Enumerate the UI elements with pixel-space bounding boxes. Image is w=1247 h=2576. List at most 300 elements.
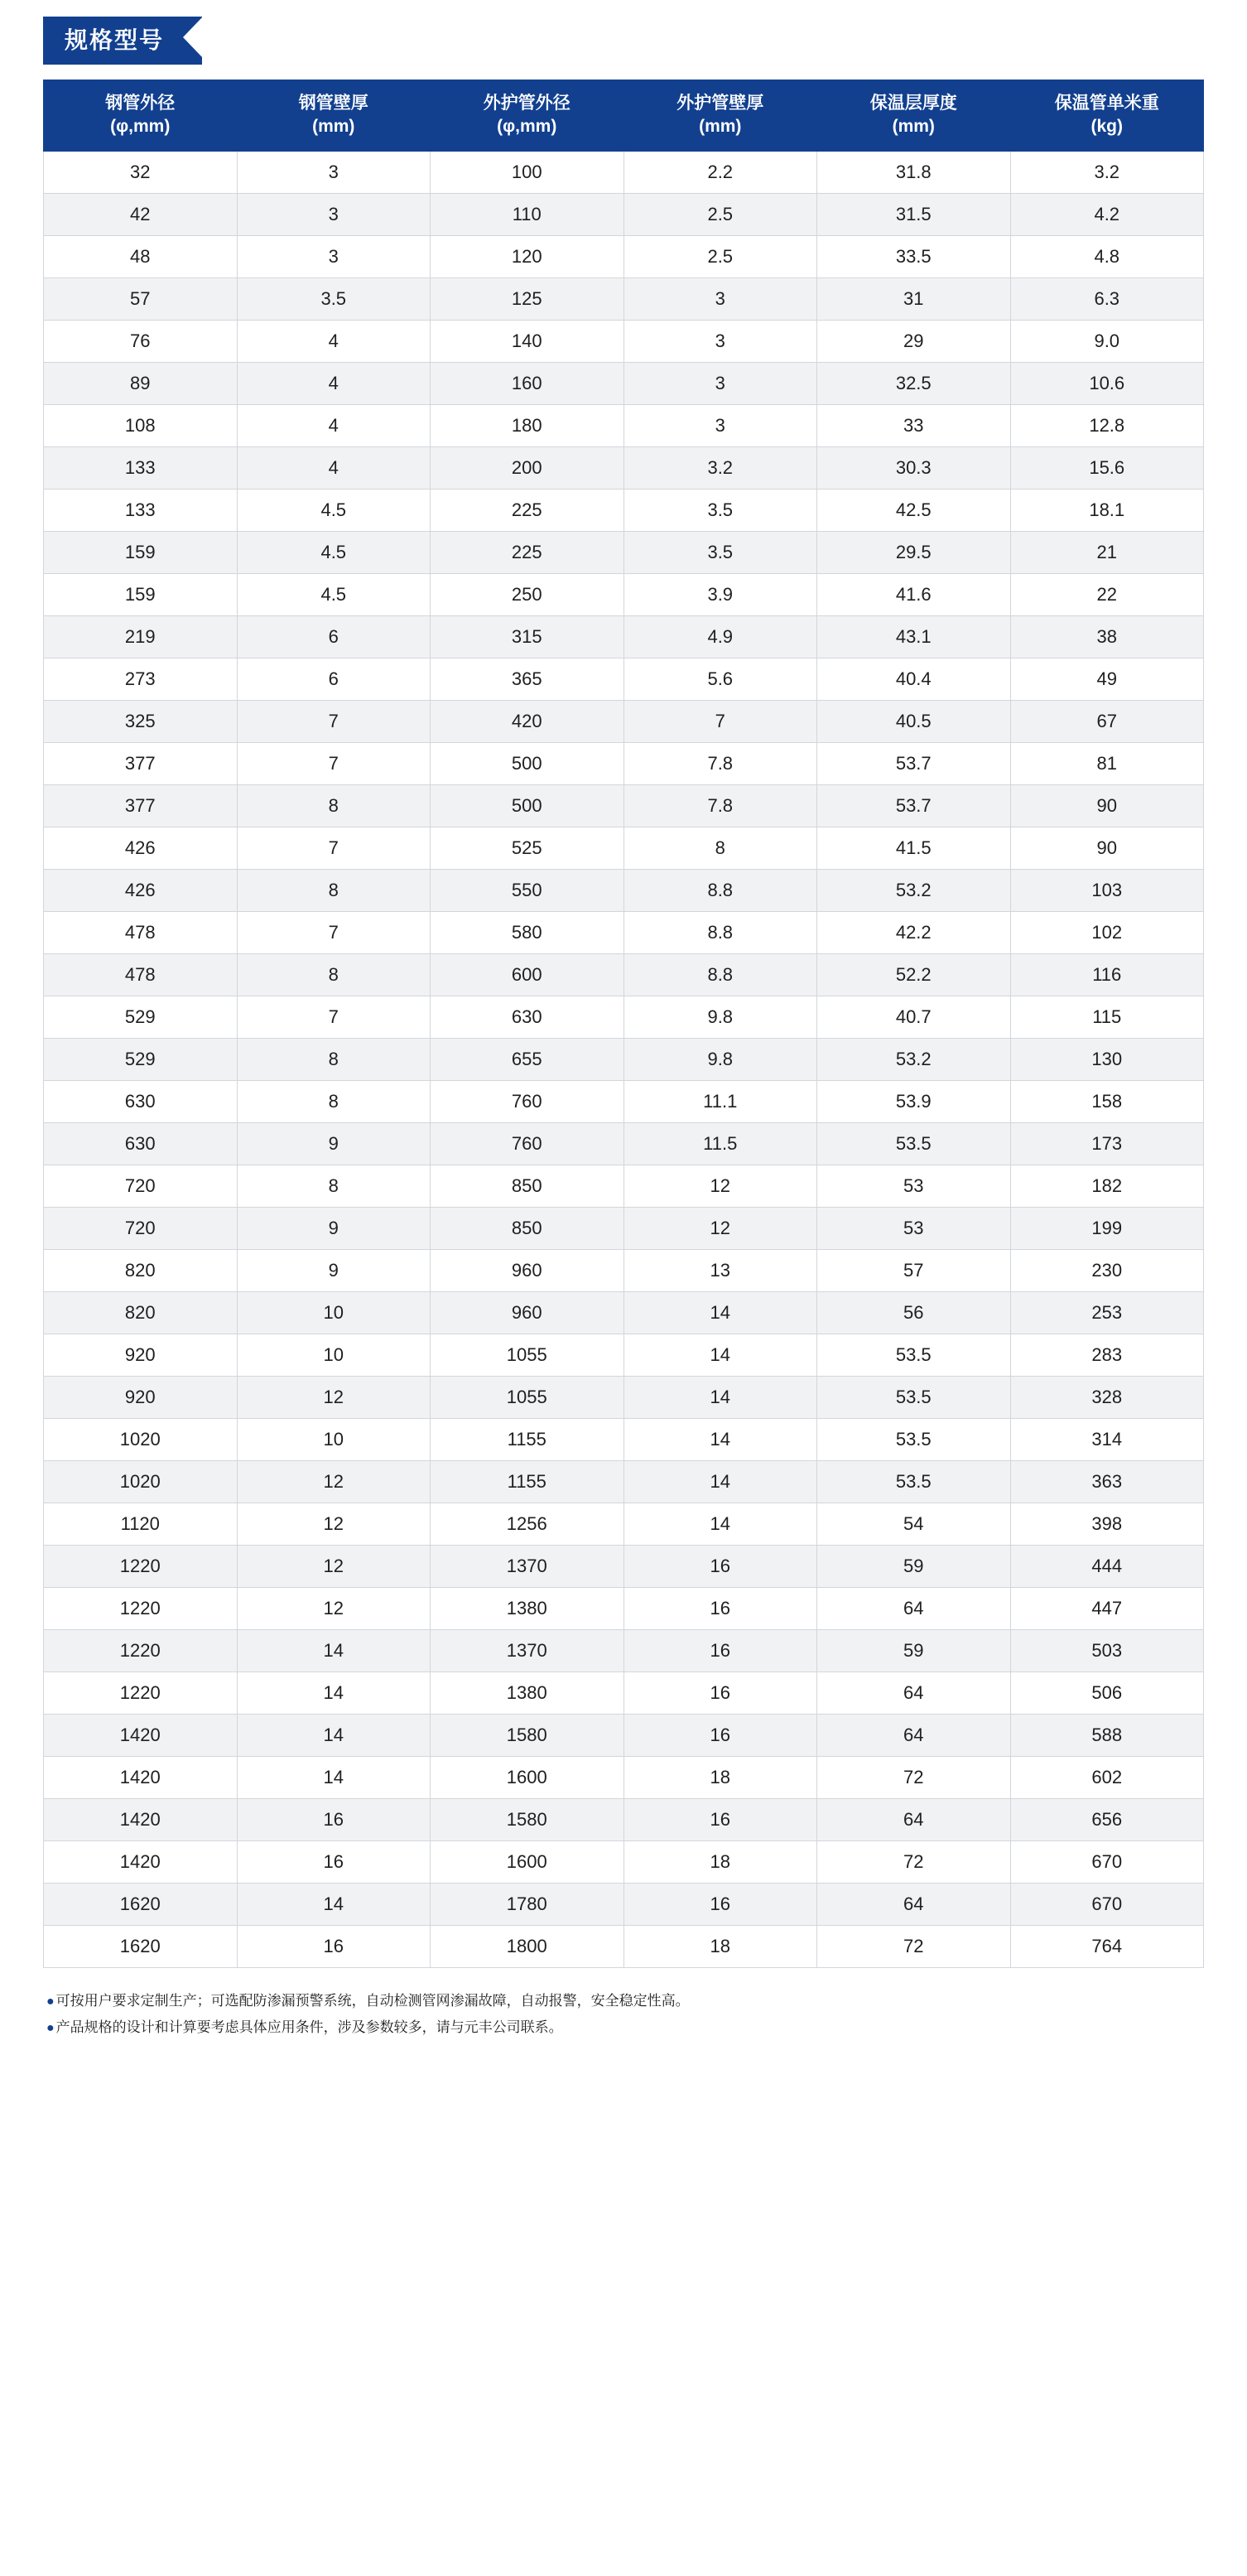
table-row (44, 404, 1204, 446)
cell-insulation-thickness: 40.4 (817, 658, 1011, 700)
table-row (44, 573, 1204, 615)
cell-casing-wall: 2.5 (624, 193, 817, 235)
cell-casing-od: 110 (431, 193, 624, 235)
cell-casing-wall: 7.8 (624, 784, 817, 827)
cell-steel-pipe-wall: 6 (237, 615, 431, 658)
cell-weight-per-meter: 90 (1010, 827, 1204, 869)
cell-steel-pipe-od: 89 (44, 362, 238, 404)
cell-steel-pipe-od: 1420 (44, 1840, 238, 1883)
cell-casing-od: 550 (431, 869, 624, 911)
bullet-icon: ● (46, 1994, 55, 2009)
cell-casing-od: 420 (431, 700, 624, 742)
cell-casing-wall: 7.8 (624, 742, 817, 784)
cell-steel-pipe-od: 1020 (44, 1460, 238, 1503)
cell-steel-pipe-od: 32 (44, 151, 238, 193)
table-row (44, 827, 1204, 869)
cell-weight-per-meter: 314 (1010, 1418, 1204, 1460)
cell-casing-od: 760 (431, 1080, 624, 1122)
cell-weight-per-meter: 158 (1010, 1080, 1204, 1122)
cell-steel-pipe-od: 1020 (44, 1418, 238, 1460)
cell-steel-pipe-od: 133 (44, 489, 238, 531)
cell-casing-od: 850 (431, 1165, 624, 1207)
cell-weight-per-meter: 6.3 (1010, 277, 1204, 320)
cell-insulation-thickness: 53 (817, 1207, 1011, 1249)
cell-steel-pipe-wall: 3 (237, 151, 431, 193)
cell-steel-pipe-wall: 12 (237, 1587, 431, 1629)
cell-weight-per-meter: 102 (1010, 911, 1204, 953)
table-row (44, 784, 1204, 827)
cell-insulation-thickness: 33.5 (817, 235, 1011, 277)
cell-casing-od: 500 (431, 784, 624, 827)
table-row (44, 1291, 1204, 1334)
table-row (44, 1249, 1204, 1291)
cell-weight-per-meter: 444 (1010, 1545, 1204, 1587)
cell-insulation-thickness: 42.5 (817, 489, 1011, 531)
cell-weight-per-meter: 656 (1010, 1798, 1204, 1840)
table-head (44, 80, 1204, 152)
cell-insulation-thickness: 53.2 (817, 869, 1011, 911)
cell-insulation-thickness: 56 (817, 1291, 1011, 1334)
table-row (44, 615, 1204, 658)
notes-block (43, 1968, 1204, 2063)
cell-insulation-thickness: 43.1 (817, 615, 1011, 658)
cell-steel-pipe-od: 720 (44, 1165, 238, 1207)
cell-casing-wall: 3 (624, 320, 817, 362)
cell-weight-per-meter: 81 (1010, 742, 1204, 784)
cell-weight-per-meter: 199 (1010, 1207, 1204, 1249)
table-row (44, 1460, 1204, 1503)
cell-steel-pipe-wall: 14 (237, 1714, 431, 1756)
page-title: 规格型号 (43, 17, 202, 65)
cell-casing-od: 600 (431, 953, 624, 996)
cell-insulation-thickness: 72 (817, 1756, 1011, 1798)
cell-weight-per-meter: 49 (1010, 658, 1204, 700)
cell-weight-per-meter: 22 (1010, 573, 1204, 615)
table-row (44, 446, 1204, 489)
cell-weight-per-meter: 230 (1010, 1249, 1204, 1291)
cell-steel-pipe-od: 159 (44, 573, 238, 615)
cell-casing-od: 630 (431, 996, 624, 1038)
table-body (44, 151, 1204, 1967)
cell-steel-pipe-wall: 4.5 (237, 489, 431, 531)
table-row (44, 911, 1204, 953)
cell-casing-od: 200 (431, 446, 624, 489)
table-row (44, 1503, 1204, 1545)
cell-steel-pipe-od: 820 (44, 1291, 238, 1334)
cell-weight-per-meter: 18.1 (1010, 489, 1204, 531)
cell-casing-od: 1580 (431, 1714, 624, 1756)
cell-steel-pipe-od: 1420 (44, 1714, 238, 1756)
cell-insulation-thickness: 40.7 (817, 996, 1011, 1038)
cell-weight-per-meter: 398 (1010, 1503, 1204, 1545)
cell-casing-od: 960 (431, 1249, 624, 1291)
cell-weight-per-meter: 10.6 (1010, 362, 1204, 404)
cell-casing-od: 1256 (431, 1503, 624, 1545)
cell-casing-wall: 12 (624, 1207, 817, 1249)
cell-insulation-thickness: 53.5 (817, 1460, 1011, 1503)
cell-insulation-thickness: 53.5 (817, 1376, 1011, 1418)
table-row (44, 1334, 1204, 1376)
cell-casing-wall: 4.9 (624, 615, 817, 658)
cell-insulation-thickness: 53.5 (817, 1418, 1011, 1460)
cell-casing-wall: 18 (624, 1756, 817, 1798)
cell-steel-pipe-wall: 4.5 (237, 531, 431, 573)
table-row (44, 996, 1204, 1038)
table-row (44, 1925, 1204, 1967)
cell-weight-per-meter: 363 (1010, 1460, 1204, 1503)
cell-casing-od: 1780 (431, 1883, 624, 1925)
cell-steel-pipe-wall: 14 (237, 1629, 431, 1672)
cell-steel-pipe-wall: 7 (237, 827, 431, 869)
cell-weight-per-meter: 21 (1010, 531, 1204, 573)
table-row (44, 1122, 1204, 1165)
cell-casing-wall: 2.2 (624, 151, 817, 193)
cell-weight-per-meter: 116 (1010, 953, 1204, 996)
cell-insulation-thickness: 41.6 (817, 573, 1011, 615)
cell-steel-pipe-od: 529 (44, 1038, 238, 1080)
table-row (44, 1629, 1204, 1672)
cell-weight-per-meter: 115 (1010, 996, 1204, 1038)
cell-steel-pipe-wall: 12 (237, 1460, 431, 1503)
table-row (44, 1165, 1204, 1207)
cell-insulation-thickness: 72 (817, 1840, 1011, 1883)
cell-casing-od: 760 (431, 1122, 624, 1165)
cell-casing-wall: 14 (624, 1418, 817, 1460)
cell-insulation-thickness: 53 (817, 1165, 1011, 1207)
table-row (44, 742, 1204, 784)
cell-weight-per-meter: 130 (1010, 1038, 1204, 1080)
table-row (44, 1207, 1204, 1249)
column-header-casing-od: 外护管外径 (φ,mm) (431, 80, 624, 152)
cell-steel-pipe-wall: 4 (237, 320, 431, 362)
cell-casing-wall: 14 (624, 1376, 817, 1418)
cell-casing-wall: 9.8 (624, 996, 817, 1038)
cell-casing-wall: 3.9 (624, 573, 817, 615)
cell-insulation-thickness: 57 (817, 1249, 1011, 1291)
cell-steel-pipe-od: 76 (44, 320, 238, 362)
cell-casing-wall: 18 (624, 1840, 817, 1883)
column-header-weight-per-meter: 保温管单米重 (kg) (1010, 80, 1204, 152)
cell-insulation-thickness: 53.7 (817, 742, 1011, 784)
table-row (44, 953, 1204, 996)
cell-casing-od: 1055 (431, 1334, 624, 1376)
cell-casing-od: 850 (431, 1207, 624, 1249)
cell-steel-pipe-wall: 14 (237, 1756, 431, 1798)
cell-steel-pipe-od: 630 (44, 1080, 238, 1122)
cell-steel-pipe-wall: 6 (237, 658, 431, 700)
cell-casing-wall: 14 (624, 1291, 817, 1334)
cell-casing-od: 180 (431, 404, 624, 446)
cell-weight-per-meter: 588 (1010, 1714, 1204, 1756)
cell-steel-pipe-od: 219 (44, 615, 238, 658)
cell-steel-pipe-od: 377 (44, 742, 238, 784)
cell-casing-wall: 16 (624, 1714, 817, 1756)
cell-steel-pipe-od: 920 (44, 1334, 238, 1376)
cell-steel-pipe-wall: 10 (237, 1334, 431, 1376)
cell-casing-wall: 7 (624, 700, 817, 742)
cell-steel-pipe-od: 42 (44, 193, 238, 235)
cell-steel-pipe-od: 1420 (44, 1756, 238, 1798)
specification-table (43, 80, 1204, 1968)
column-header-insulation-thickness: 保温层厚度 (mm) (817, 80, 1011, 152)
cell-casing-od: 500 (431, 742, 624, 784)
cell-steel-pipe-wall: 3 (237, 235, 431, 277)
table-row (44, 1756, 1204, 1798)
cell-casing-od: 1370 (431, 1629, 624, 1672)
cell-casing-wall: 11.5 (624, 1122, 817, 1165)
cell-weight-per-meter: 253 (1010, 1291, 1204, 1334)
table-row (44, 658, 1204, 700)
cell-steel-pipe-wall: 9 (237, 1249, 431, 1291)
cell-weight-per-meter: 67 (1010, 700, 1204, 742)
cell-steel-pipe-wall: 16 (237, 1798, 431, 1840)
cell-weight-per-meter: 182 (1010, 1165, 1204, 1207)
column-header-steel-pipe-od: 钢管外径 (φ,mm) (44, 80, 238, 152)
table-row (44, 277, 1204, 320)
cell-casing-od: 225 (431, 489, 624, 531)
table-row (44, 151, 1204, 193)
table-row (44, 1418, 1204, 1460)
section-title-wrap (43, 0, 1204, 80)
cell-insulation-thickness: 64 (817, 1883, 1011, 1925)
cell-steel-pipe-od: 159 (44, 531, 238, 573)
cell-steel-pipe-wall: 7 (237, 700, 431, 742)
cell-weight-per-meter: 764 (1010, 1925, 1204, 1967)
cell-steel-pipe-od: 1420 (44, 1798, 238, 1840)
cell-steel-pipe-wall: 8 (237, 953, 431, 996)
cell-casing-od: 100 (431, 151, 624, 193)
cell-steel-pipe-wall: 9 (237, 1207, 431, 1249)
cell-steel-pipe-wall: 7 (237, 742, 431, 784)
cell-weight-per-meter: 506 (1010, 1672, 1204, 1714)
cell-casing-od: 1155 (431, 1460, 624, 1503)
cell-insulation-thickness: 29 (817, 320, 1011, 362)
cell-steel-pipe-od: 273 (44, 658, 238, 700)
cell-casing-od: 125 (431, 277, 624, 320)
cell-casing-od: 655 (431, 1038, 624, 1080)
cell-steel-pipe-wall: 10 (237, 1418, 431, 1460)
table-row (44, 1883, 1204, 1925)
cell-steel-pipe-wall: 3 (237, 193, 431, 235)
cell-steel-pipe-wall: 7 (237, 996, 431, 1038)
table-row (44, 1038, 1204, 1080)
cell-casing-od: 1370 (431, 1545, 624, 1587)
column-header-casing-wall: 外护管壁厚 (mm) (624, 80, 817, 152)
table-row (44, 320, 1204, 362)
cell-casing-wall: 11.1 (624, 1080, 817, 1122)
table-row (44, 489, 1204, 531)
table-row (44, 1080, 1204, 1122)
table-row (44, 235, 1204, 277)
cell-casing-wall: 16 (624, 1798, 817, 1840)
cell-casing-wall: 3 (624, 362, 817, 404)
cell-casing-od: 140 (431, 320, 624, 362)
cell-steel-pipe-od: 1620 (44, 1925, 238, 1967)
cell-insulation-thickness: 31 (817, 277, 1011, 320)
cell-weight-per-meter: 173 (1010, 1122, 1204, 1165)
cell-casing-od: 120 (431, 235, 624, 277)
cell-casing-od: 250 (431, 573, 624, 615)
cell-weight-per-meter: 328 (1010, 1376, 1204, 1418)
cell-insulation-thickness: 40.5 (817, 700, 1011, 742)
cell-casing-wall: 2.5 (624, 235, 817, 277)
cell-weight-per-meter: 447 (1010, 1587, 1204, 1629)
cell-casing-wall: 16 (624, 1629, 817, 1672)
cell-insulation-thickness: 53.2 (817, 1038, 1011, 1080)
cell-casing-wall: 14 (624, 1334, 817, 1376)
cell-steel-pipe-wall: 4 (237, 404, 431, 446)
cell-insulation-thickness: 32.5 (817, 362, 1011, 404)
cell-insulation-thickness: 33 (817, 404, 1011, 446)
cell-insulation-thickness: 41.5 (817, 827, 1011, 869)
cell-steel-pipe-wall: 8 (237, 1080, 431, 1122)
cell-insulation-thickness: 72 (817, 1925, 1011, 1967)
cell-casing-wall: 13 (624, 1249, 817, 1291)
cell-casing-wall: 8.8 (624, 869, 817, 911)
cell-casing-wall: 18 (624, 1925, 817, 1967)
table-row (44, 700, 1204, 742)
cell-weight-per-meter: 9.0 (1010, 320, 1204, 362)
cell-casing-wall: 12 (624, 1165, 817, 1207)
cell-steel-pipe-wall: 8 (237, 1165, 431, 1207)
cell-steel-pipe-wall: 14 (237, 1883, 431, 1925)
cell-casing-od: 315 (431, 615, 624, 658)
cell-steel-pipe-wall: 4.5 (237, 573, 431, 615)
cell-steel-pipe-wall: 9 (237, 1122, 431, 1165)
cell-insulation-thickness: 53.7 (817, 784, 1011, 827)
cell-insulation-thickness: 64 (817, 1672, 1011, 1714)
cell-casing-od: 1580 (431, 1798, 624, 1840)
cell-insulation-thickness: 30.3 (817, 446, 1011, 489)
cell-casing-wall: 14 (624, 1503, 817, 1545)
cell-steel-pipe-od: 426 (44, 827, 238, 869)
cell-weight-per-meter: 103 (1010, 869, 1204, 911)
cell-weight-per-meter: 38 (1010, 615, 1204, 658)
cell-steel-pipe-od: 48 (44, 235, 238, 277)
cell-insulation-thickness: 53.9 (817, 1080, 1011, 1122)
cell-casing-wall: 9.8 (624, 1038, 817, 1080)
table-row (44, 531, 1204, 573)
cell-steel-pipe-wall: 12 (237, 1545, 431, 1587)
cell-casing-od: 525 (431, 827, 624, 869)
bullet-icon: ● (46, 2021, 55, 2036)
table-row (44, 1376, 1204, 1418)
cell-casing-od: 580 (431, 911, 624, 953)
table-row (44, 1587, 1204, 1629)
cell-steel-pipe-od: 1220 (44, 1545, 238, 1587)
cell-steel-pipe-od: 478 (44, 953, 238, 996)
cell-insulation-thickness: 52.2 (817, 953, 1011, 996)
cell-steel-pipe-wall: 12 (237, 1376, 431, 1418)
cell-casing-od: 1055 (431, 1376, 624, 1418)
cell-weight-per-meter: 670 (1010, 1840, 1204, 1883)
cell-weight-per-meter: 15.6 (1010, 446, 1204, 489)
cell-steel-pipe-od: 529 (44, 996, 238, 1038)
cell-insulation-thickness: 64 (817, 1587, 1011, 1629)
cell-casing-wall: 3.5 (624, 489, 817, 531)
cell-casing-wall: 3 (624, 404, 817, 446)
cell-steel-pipe-wall: 12 (237, 1503, 431, 1545)
cell-steel-pipe-od: 1220 (44, 1672, 238, 1714)
cell-casing-od: 160 (431, 362, 624, 404)
cell-casing-wall: 3 (624, 277, 817, 320)
cell-steel-pipe-od: 478 (44, 911, 238, 953)
cell-steel-pipe-od: 920 (44, 1376, 238, 1418)
cell-insulation-thickness: 53.5 (817, 1122, 1011, 1165)
cell-insulation-thickness: 59 (817, 1545, 1011, 1587)
cell-casing-wall: 16 (624, 1672, 817, 1714)
table-row (44, 1672, 1204, 1714)
cell-steel-pipe-wall: 16 (237, 1925, 431, 1967)
table-header-row (44, 80, 1204, 152)
cell-insulation-thickness: 54 (817, 1503, 1011, 1545)
cell-casing-wall: 8 (624, 827, 817, 869)
cell-casing-wall: 5.6 (624, 658, 817, 700)
note-item: ● 产品规格的设计和计算要考虑具体应用条件，涉及参数较多，请与元丰公司联系。 (46, 2019, 563, 2036)
cell-casing-od: 1600 (431, 1840, 624, 1883)
cell-steel-pipe-od: 133 (44, 446, 238, 489)
cell-weight-per-meter: 283 (1010, 1334, 1204, 1376)
cell-steel-pipe-wall: 10 (237, 1291, 431, 1334)
cell-steel-pipe-od: 1120 (44, 1503, 238, 1545)
column-header-steel-pipe-wall: 钢管壁厚 (mm) (237, 80, 431, 152)
cell-steel-pipe-od: 1220 (44, 1587, 238, 1629)
cell-steel-pipe-od: 1220 (44, 1629, 238, 1672)
cell-insulation-thickness: 31.5 (817, 193, 1011, 235)
cell-weight-per-meter: 12.8 (1010, 404, 1204, 446)
cell-steel-pipe-od: 325 (44, 700, 238, 742)
cell-steel-pipe-wall: 16 (237, 1840, 431, 1883)
cell-casing-wall: 14 (624, 1460, 817, 1503)
cell-insulation-thickness: 42.2 (817, 911, 1011, 953)
table-row (44, 1545, 1204, 1587)
cell-weight-per-meter: 670 (1010, 1883, 1204, 1925)
table-row (44, 1840, 1204, 1883)
cell-casing-od: 1380 (431, 1587, 624, 1629)
table-row (44, 1714, 1204, 1756)
cell-casing-od: 225 (431, 531, 624, 573)
cell-weight-per-meter: 602 (1010, 1756, 1204, 1798)
cell-weight-per-meter: 4.8 (1010, 235, 1204, 277)
cell-casing-od: 1380 (431, 1672, 624, 1714)
cell-weight-per-meter: 4.2 (1010, 193, 1204, 235)
cell-weight-per-meter: 503 (1010, 1629, 1204, 1672)
cell-insulation-thickness: 59 (817, 1629, 1011, 1672)
cell-casing-od: 1600 (431, 1756, 624, 1798)
cell-insulation-thickness: 53.5 (817, 1334, 1011, 1376)
table-row (44, 1798, 1204, 1840)
cell-steel-pipe-od: 377 (44, 784, 238, 827)
note-item: ● 可按用户要求定制生产；可选配防渗漏预警系统，自动检测管网渗漏故障，自动报警，安全稳定性高。 (46, 1992, 690, 2009)
cell-steel-pipe-wall: 8 (237, 1038, 431, 1080)
cell-steel-pipe-wall: 8 (237, 869, 431, 911)
cell-casing-od: 1155 (431, 1418, 624, 1460)
cell-casing-wall: 3.2 (624, 446, 817, 489)
cell-casing-wall: 16 (624, 1587, 817, 1629)
table-row (44, 869, 1204, 911)
cell-steel-pipe-wall: 4 (237, 362, 431, 404)
cell-steel-pipe-od: 820 (44, 1249, 238, 1291)
cell-casing-od: 960 (431, 1291, 624, 1334)
cell-weight-per-meter: 3.2 (1010, 151, 1204, 193)
cell-casing-od: 1800 (431, 1925, 624, 1967)
cell-steel-pipe-od: 630 (44, 1122, 238, 1165)
cell-steel-pipe-wall: 4 (237, 446, 431, 489)
cell-casing-wall: 8.8 (624, 953, 817, 996)
cell-steel-pipe-wall: 7 (237, 911, 431, 953)
cell-casing-od: 365 (431, 658, 624, 700)
cell-steel-pipe-wall: 3.5 (237, 277, 431, 320)
